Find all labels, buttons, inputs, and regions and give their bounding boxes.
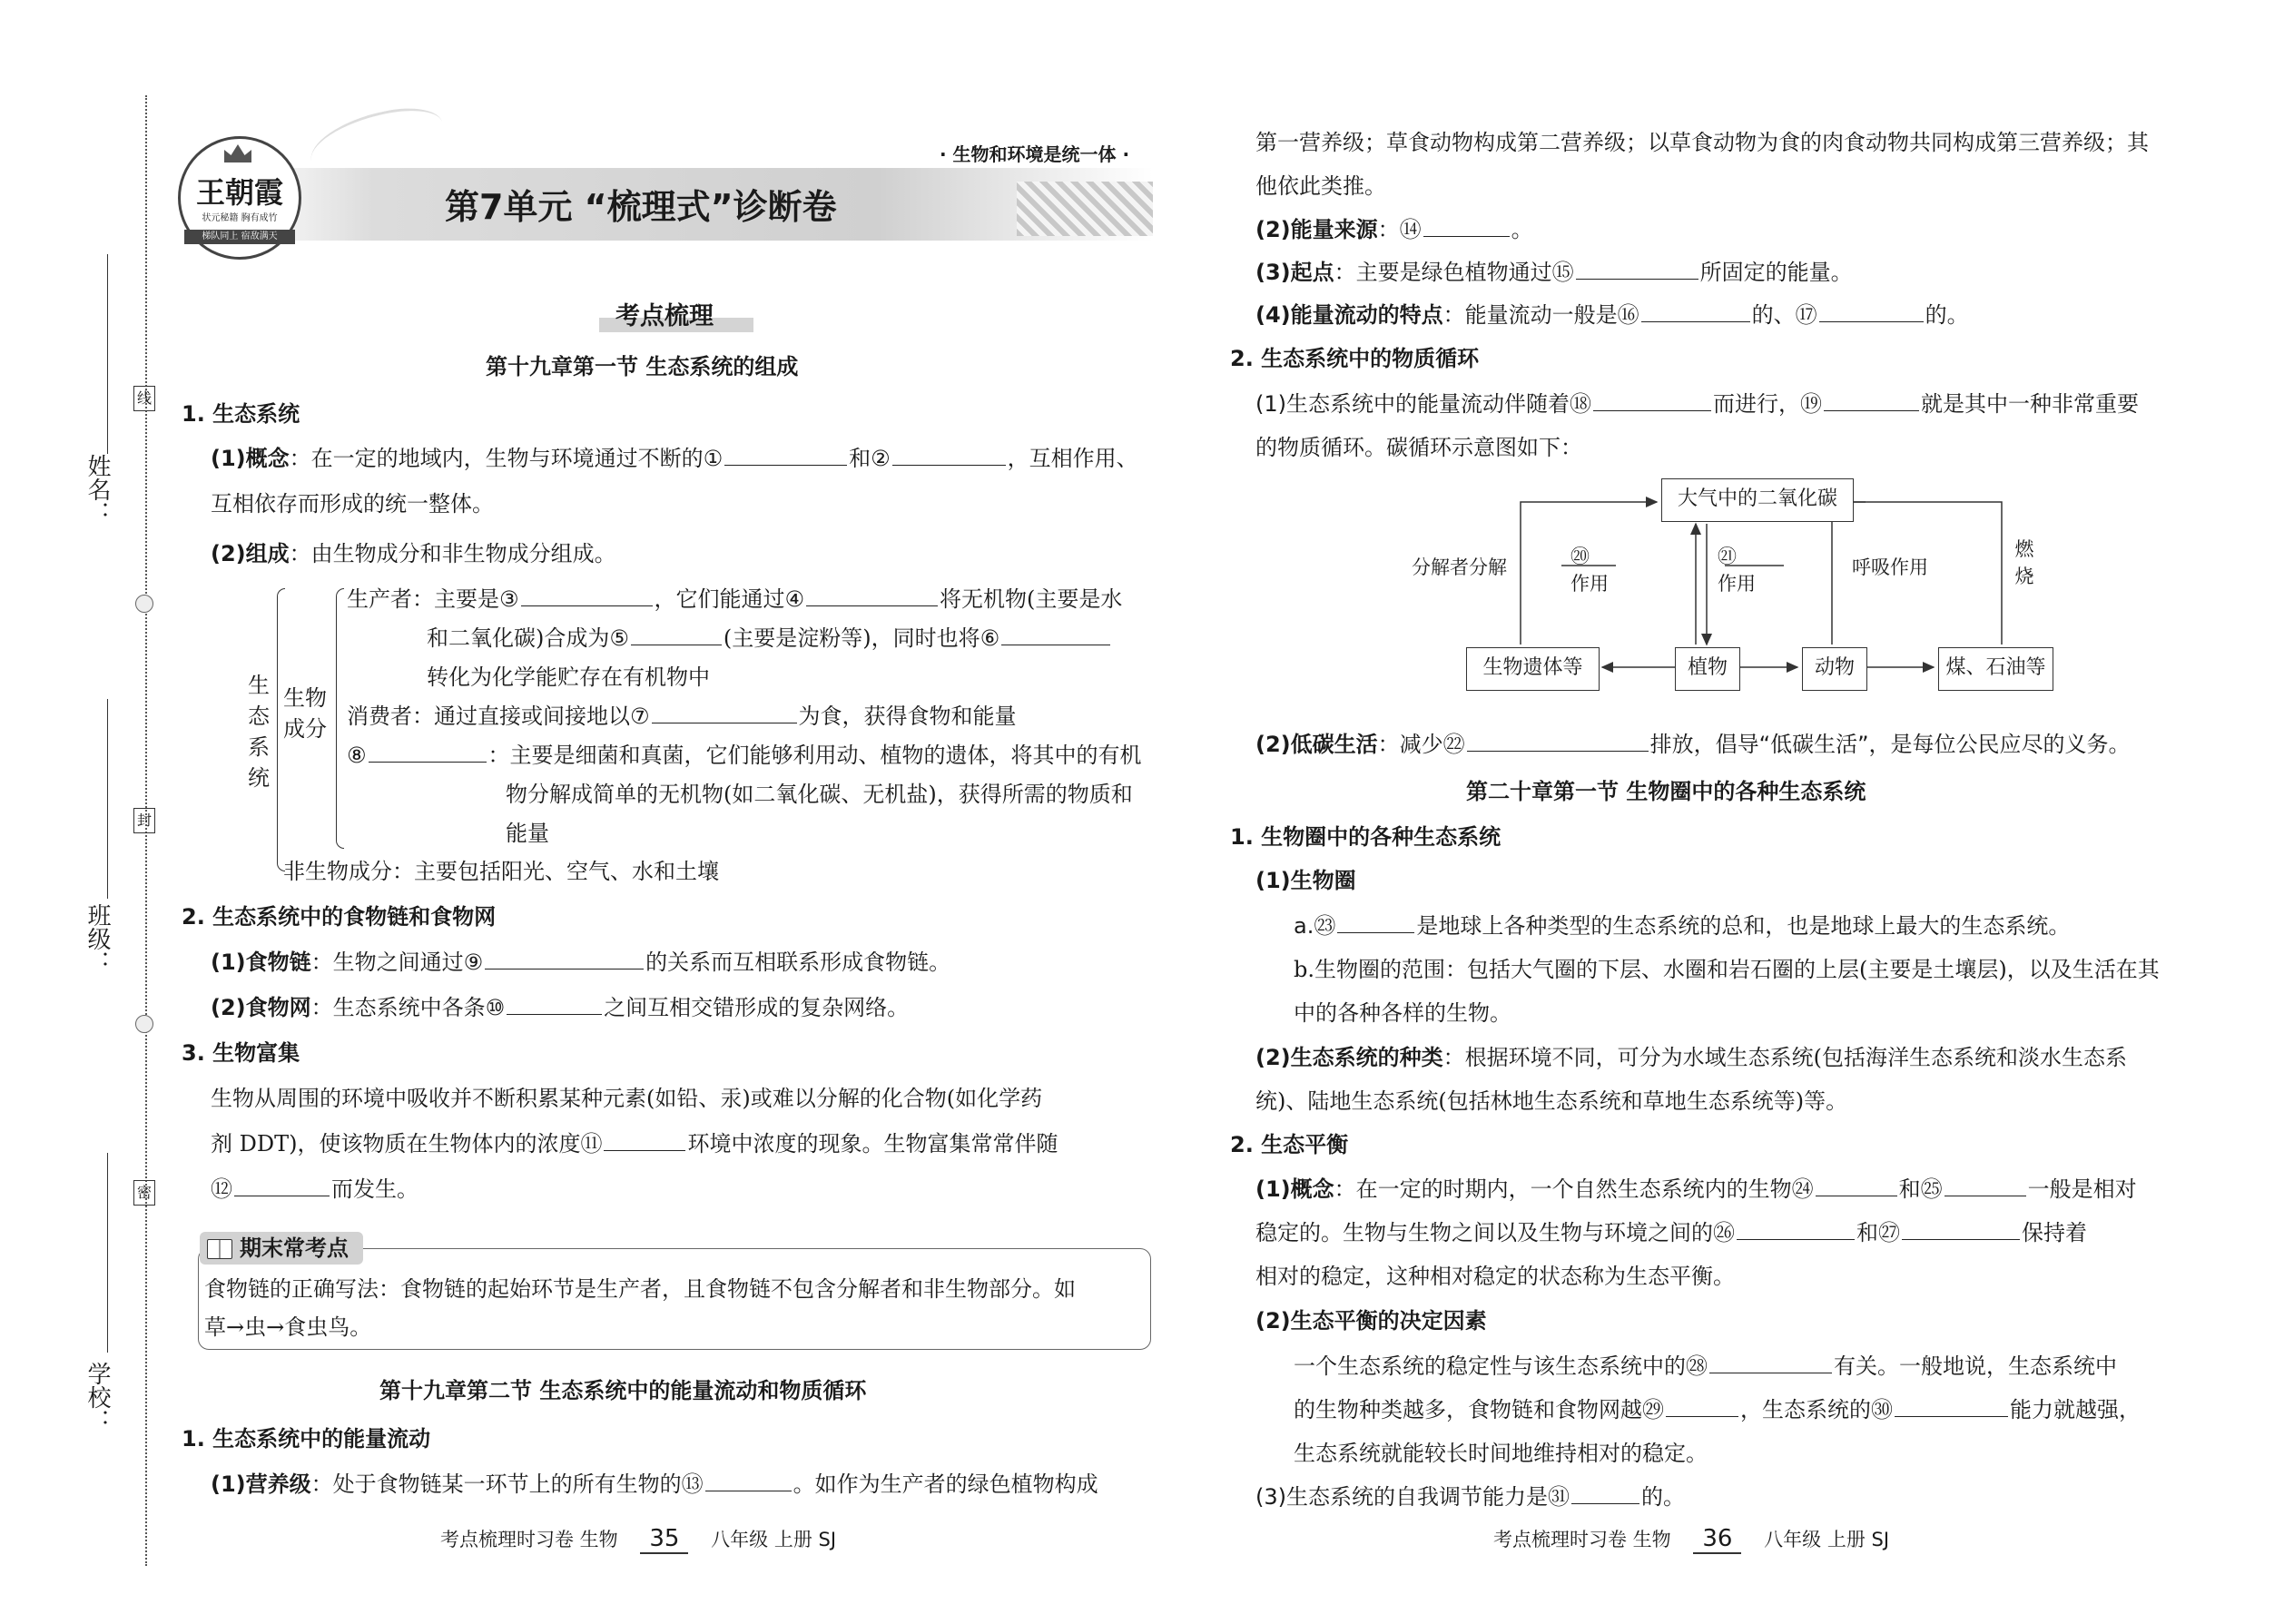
- heading-balance: 2. 生态平衡: [1230, 1132, 1349, 1157]
- exam-tip-line-2: 草→虫→食虫鸟。: [204, 1314, 372, 1340]
- label-20: ⑳: [1570, 546, 1590, 567]
- page-number: 35: [640, 1525, 688, 1554]
- heading-ecosystem: 1. 生态系统: [182, 401, 300, 427]
- name-label: 姓名：: [84, 454, 111, 525]
- heading-bioaccumulation: 3. 生物富集: [182, 1040, 300, 1066]
- food-web-line: (2)食物网：生态系统中各条⑩ 之间互相交错形成的复杂网络。: [211, 995, 910, 1020]
- balance-line-2: 稳定的。生物与生物之间以及生物与环境之间的㉖ 和㉗ 保持着: [1255, 1220, 2087, 1245]
- biosphere-b-1: b.生物圈的范围：包括大气圈的下层、水圈和岩石圈的上层(主要是土壤层)，以及生活在其: [1294, 957, 2160, 982]
- cut-mark-xian: 线: [133, 386, 155, 411]
- section-title: 考点梳理: [615, 302, 714, 330]
- heading-energy-flow: 1. 生态系统中的能量流动: [182, 1426, 431, 1452]
- decomposer-label: 分解者分解: [1412, 556, 1507, 578]
- logo-crown-icon: [224, 144, 251, 162]
- label-21-act: 作用: [1718, 573, 1756, 595]
- concept-line: (1)概念：在一定的地域内，生物与环境通过不断的① 和② ，互相作用、: [211, 446, 1138, 471]
- tree-bio-label: 生物 成分: [283, 685, 327, 742]
- factor-line-2: 的生物种类越多，食物链和食物网越㉙ ，生态系统的㉚ 能力就越强，: [1294, 1397, 2141, 1422]
- self-regulation-line: (3)生态系统的自我调节能力是㉛ 的。: [1255, 1484, 1685, 1510]
- label-20-act: 作用: [1570, 573, 1609, 595]
- balance-line-3: 相对的稳定，这种相对稳定的状态称为生态平衡。: [1255, 1264, 1735, 1289]
- consumer-line: 消费者：通过直接或间接地以⑦ 为食，获得食物和能量: [347, 704, 1017, 729]
- biosphere-b-2: 中的各种各样的生物。: [1294, 1000, 1511, 1026]
- logo-ribbon: 梯队同上 宿敌满天: [184, 230, 295, 244]
- heading-matter-cycle: 2. 生态系统中的物质循环: [1230, 346, 1480, 371]
- trophic-cont-2: 他依此类推。: [1255, 173, 1386, 199]
- plant-node: 植物: [1675, 647, 1740, 691]
- decomposer-line-3: 能量: [506, 821, 549, 846]
- tree-root-label: 生 态 系 统: [248, 673, 270, 791]
- trophic-level-line: (1)营养级：处于食物链某一环节上的所有生物的⑬ 。如作为生产者的绿色植物构成: [211, 1471, 1098, 1497]
- book-icon: [207, 1239, 232, 1259]
- binding-hole-icon: [135, 595, 153, 613]
- accum-line-3: ⑫ 而发生。: [211, 1176, 418, 1202]
- class-label: 班级：: [84, 903, 111, 974]
- chapter-heading: 第二十章第一节 生物圈中的各种生态系统: [1466, 779, 1866, 804]
- energy-start-line: (3)起点：主要是绿色植物通过⑮ 所固定的能量。: [1255, 260, 1853, 285]
- accum-line-1: 生物从周围的环境中吸收并不断积累某种元素(如铅、汞)或难以分解的化合物(如化学药: [211, 1086, 1043, 1111]
- decomposer-line-2: 物分解成简单的无机物(如二氧化碳、无机盐)，获得所需的物质和: [506, 782, 1133, 807]
- energy-feature-line: (4)能量流动的特点：能量流动一般是⑯ 的、⑰ 的。: [1255, 302, 1969, 328]
- logo-seal: [178, 136, 301, 260]
- decomposer-line-1: ⑧ ：主要是细菌和真菌，它们能够利用动、植物的遗体，将其中的有机: [347, 743, 1142, 768]
- label-21: ㉑: [1718, 546, 1737, 567]
- factor-label: (2)生态平衡的决定因素: [1255, 1308, 1487, 1334]
- biosphere-label: (1)生物圈: [1255, 868, 1356, 893]
- remains-node: 生物遗体等: [1466, 647, 1600, 691]
- exam-tip-title: 期末常考点: [240, 1235, 349, 1261]
- trophic-cont-1: 第一营养级；草食动物构成第二营养级；以草食动物为食的肉食动物共同构成第三营养级；其: [1255, 130, 2149, 155]
- heading-biosphere-ecosystems: 1. 生物圈中的各种生态系统: [1230, 824, 1501, 850]
- page-number: 36: [1693, 1525, 1741, 1554]
- animal-node: 动物: [1802, 647, 1867, 691]
- exam-tip-line-1: 食物链的正确写法：食物链的起始环节是生产者，且食物链不包含分解者和非生物部分。如: [204, 1276, 1076, 1302]
- class-blank-line: [107, 699, 108, 899]
- respiration-label: 呼吸作用: [1852, 556, 1928, 578]
- chapter-heading: 第十九章第一节 生态系统的组成: [486, 354, 799, 379]
- balance-line-1: (1)概念：在一定的时期内，一个自然生态系统内的生物㉔ 和㉕ 一般是相对: [1255, 1176, 2137, 1202]
- school-label: 学校：: [84, 1362, 111, 1432]
- tree-brace-bio: [336, 588, 344, 849]
- concept-line-2: 互相依存而形成的统一整体。: [211, 491, 494, 517]
- heading-food-chain: 2. 生态系统中的食物链和食物网: [182, 904, 497, 930]
- factor-line-3: 生态系统就能较长时间地维持相对的稳定。: [1294, 1441, 1708, 1466]
- factor-line-1: 一个生态系统的稳定性与该生态系统中的㉘ 有关。一般地说，生态系统中: [1294, 1353, 2117, 1379]
- banner-checker: [1017, 182, 1153, 236]
- chapter-heading: 第十九章第二节 生态系统中的能量流动和物质循环: [379, 1378, 867, 1403]
- burning-label: 燃 烧: [2014, 538, 2034, 587]
- cycle-line-1: (1)生态系统中的能量流动伴随着⑱ 而进行，⑲ 就是其中一种非常重要: [1255, 391, 2139, 417]
- unit-topic: · 生物和环境是统一体 ·: [940, 143, 1130, 165]
- co2-node: 大气中的二氧化碳: [1661, 478, 1854, 522]
- food-chain-line: (1)食物链：生物之间通过⑨ 的关系而互相联系形成食物链。: [211, 950, 951, 975]
- low-carbon-line: (2)低碳生活：减少㉒ 排放，倡导“低碳生活”，是每位公民应尽的义务。: [1255, 732, 2131, 757]
- binding-hole-icon: [135, 1015, 153, 1033]
- accum-line-2: 剂 DDT)，使该物质在生物体内的浓度⑪ 环境中浓度的现象。生物富集常常伴随: [211, 1131, 1058, 1156]
- cut-mark-feng: 封: [133, 808, 155, 833]
- footer-right: 考点梳理时习卷 生物 36 八年级 上册 SJ: [1493, 1525, 1890, 1552]
- biosphere-a: a.㉓ 是地球上各种类型的生态系统的总和，也是地球上最大的生态系统。: [1294, 913, 2071, 939]
- abiotic-line: 非生物成分：主要包括阳光、空气、水和土壤: [283, 859, 719, 884]
- footer-left: 考点梳理时习卷 生物 35 八年级 上册 SJ: [440, 1525, 837, 1552]
- energy-source-line: (2)能量来源：⑭ 。: [1255, 217, 1533, 242]
- types-line-2: 统)、陆地生态系统(包括林地生态系统和草地生态系统等)等。: [1255, 1088, 1848, 1114]
- types-line-1: (2)生态系统的种类：根据环境不同，可分为水域生态系统(包括海洋生态系统和淡水生态系: [1255, 1045, 2128, 1070]
- coal-node: 煤、石油等: [1938, 647, 2053, 691]
- composition-line: (2)组成：由生物成分和非生物成分组成。: [211, 541, 616, 566]
- producer-line-3: 转化为化学能贮存在有机物中: [427, 664, 710, 690]
- page-title: 第7单元 “梳理式”诊断卷: [445, 187, 837, 227]
- name-blank-line: [107, 254, 108, 454]
- cut-mark-mi: 密: [133, 1180, 155, 1206]
- producer-line-1: 生产者：主要是③ ，它们能通过④ 将无机物(主要是水: [347, 586, 1123, 612]
- cycle-line-2: 的物质循环。碳循环示意图如下：: [1255, 435, 1582, 460]
- logo-text: 王朝霞: [195, 175, 283, 210]
- logo-small-text: 状元秘籍 胸有成竹: [202, 213, 278, 223]
- school-blank-line: [107, 1153, 108, 1353]
- producer-line-2: 和二氧化碳)合成为⑤ (主要是淀粉等)，同时也将⑥: [427, 625, 1112, 652]
- carbon-cycle-diagram: [1412, 477, 2061, 722]
